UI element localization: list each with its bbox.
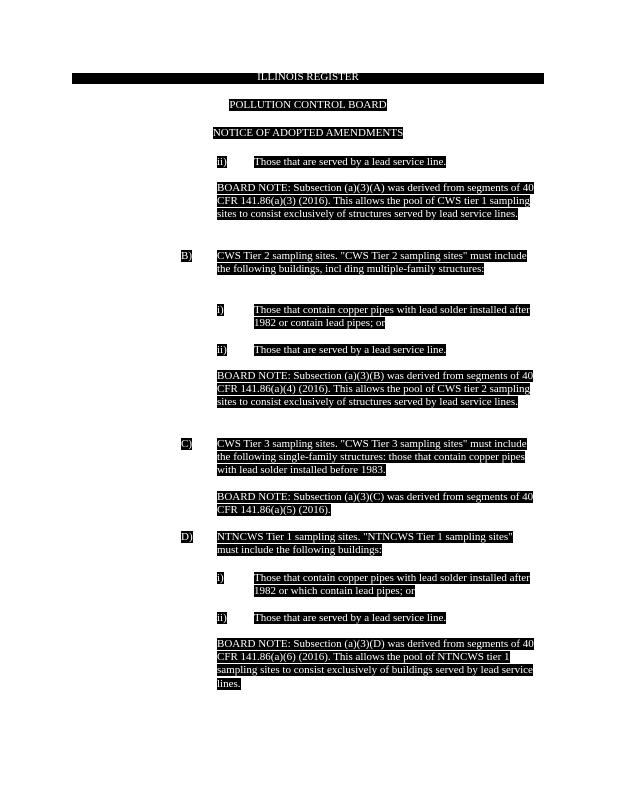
- board-note-c: BOARD NOTE: Subsection (a)(3)(C) was derived from segments of 40 CFR 141.86(a)(5) (2016).: [217, 491, 534, 517]
- item-label-b-i: i): [217, 304, 224, 316]
- board-note-d: BOARD NOTE: Subsection (a)(3)(D) was derived from segments of 40 CFR 141.86(a)(6) (2016). This allows the pool of NTNCWS tier 1 sampling sites to consist exclusively of buildings served by lead service lines.: [217, 638, 534, 690]
- item-label-b: B): [181, 250, 192, 262]
- notice-title: NOTICE OF ADOPTED AMENDMENTS: [212, 127, 404, 139]
- item-text-b-i: Those that contain copper pipes with lead solder installed after 1982 or contain lead pipes; or: [254, 304, 530, 330]
- item-text-c: CWS Tier 3 sampling sites. "CWS Tier 3 sampling sites" must include the following single-family structures: those that contain copper pipes with lead solder installed before 1983.: [217, 438, 527, 477]
- item-text-d-i: Those that contain copper pipes with lead solder installed after 1982 or which contain lead pipes; or: [254, 572, 530, 598]
- item-text-b: CWS Tier 2 sampling sites. "CWS Tier 2 sampling sites" must include the following buildings, incl ding multiple-family structures:: [217, 250, 527, 276]
- item-label-a-ii: ii): [217, 156, 227, 168]
- board-note-b: BOARD NOTE: Subsection (a)(3)(B) was derived from segments of 40 CFR 141.86(a)(4) (2016). This allows the pool of CWS tier 2 sampling sites to consist exclusively of structures served by lead service lines.: [217, 370, 534, 409]
- item-text-a-ii: Those that are served by a lead service line.: [254, 156, 447, 168]
- board-title: POLLUTION CONTROL BOARD: [229, 99, 387, 111]
- item-label-d-ii: ii): [217, 612, 227, 624]
- register-title: ILLINOIS REGISTER: [257, 71, 359, 83]
- item-label-d: D): [181, 531, 193, 543]
- item-label-c: C): [181, 438, 192, 450]
- item-label-b-ii: ii): [217, 344, 227, 356]
- board-note-a: BOARD NOTE: Subsection (a)(3)(A) was derived from segments of 40 CFR 141.86(a)(3) (2016). This allows the pool of CWS tier 1 sampling sites to consist exclusively of structures served by lead service lines.: [217, 182, 534, 221]
- item-label-d-i: i): [217, 572, 224, 584]
- item-text-d-ii: Those that are served by a lead service line.: [254, 612, 447, 624]
- item-text-b-ii: Those that are served by a lead service line.: [254, 344, 447, 356]
- item-text-d: NTNCWS Tier 1 sampling sites. "NTNCWS Tier 1 sampling sites" must include the following buildings:: [217, 531, 513, 557]
